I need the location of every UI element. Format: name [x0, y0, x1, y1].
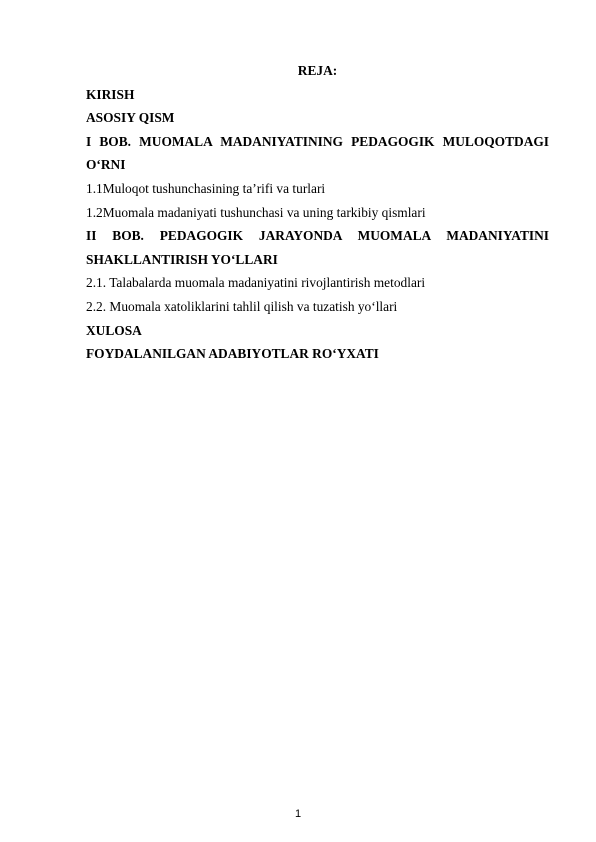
- toc-entry-conclusion: XULOSA: [86, 322, 142, 338]
- toc-entry-main-part: ASOSIY QISM: [86, 110, 175, 126]
- page-number: 1: [294, 808, 302, 820]
- page-title: REJA:: [297, 63, 338, 78]
- toc-entry-introduction: KIRISH: [86, 86, 135, 102]
- toc-entry-chapter-1: I BOB. MUOMALA MADANIYATINING PEDAGOGIK MULOQOTDAGI O‘RNI: [86, 133, 549, 173]
- toc-entry-section-2-2: 2.2. Muomala xatoliklarini tahlil qilish va tuzatish yo‘llari: [86, 298, 398, 314]
- toc-entry-chapter-2: II BOB. PEDAGOGIK JARAYONDA MUOMALA MADANIYATINI SHAKLLANTIRISH YO‘LLARI: [86, 228, 549, 267]
- toc-entry-section-1-1: 1.1Muloqot tushunchasining ta’rifi va turlari: [86, 180, 326, 196]
- table-of-contents: [86, 59, 549, 366]
- toc-entry-references: FOYDALANILGAN ADABIYOTLAR RO‘YXATI: [86, 346, 379, 362]
- toc-entry-section-2-1: 2.1. Talabalarda muomala madaniyatini rivojlantirish metodlari: [86, 275, 426, 291]
- toc-entry-section-1-2: 1.2Muomala madaniyati tushunchasi va uning tarkibiy qismlari: [86, 204, 426, 220]
